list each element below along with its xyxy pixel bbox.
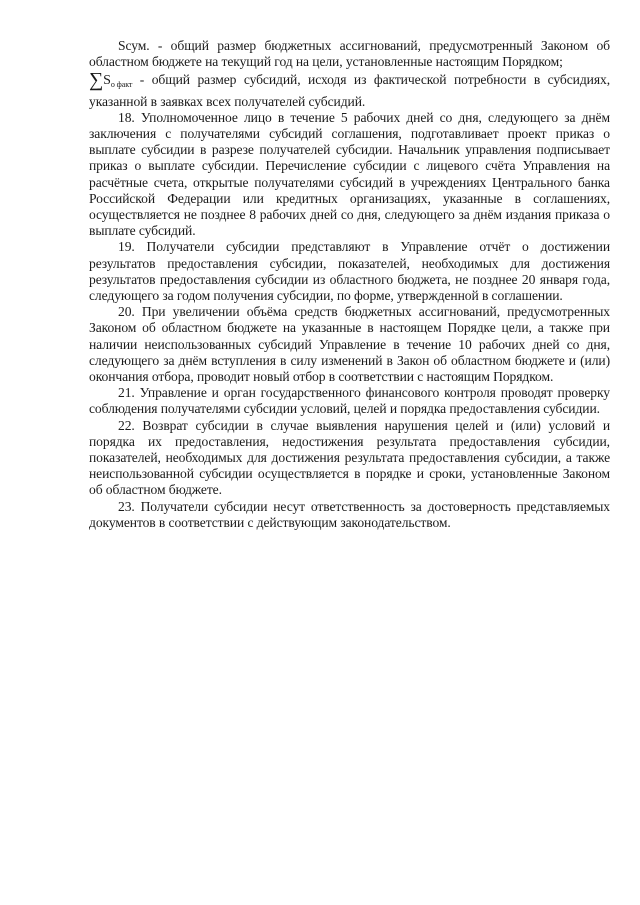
paragraph-sum-fact [89,69,610,109]
sigma-symbol: ∑ [89,69,104,92]
formula-letter: S [103,73,111,89]
paragraph-18: 18. Уполномоченное лицо в течение 5 рабочих дней со дня, следующего за днём заключения с получателями субсидий соглашения, подготавливает проект приказ о выплате субсидии в разрезе получателей субсидии. Начальник управления подписывает приказ о выплате субсидии. Перечисление субсидии с лицевого счёта Управления на расчётные счета, открытые получателями субсидий в учреждениях Центрального банка Российской Федерации или кредитных организациях, указанные в соглашениях, осуществляется не позднее 8 рабочих дней со дня, следующего за днём издания приказа о выплате субсидий. [89,109,610,239]
paragraph-19: 19. Получатели субсидии представляют в Управление отчёт о достижении результатов предоставления субсидии, показателей, необходимых для достижения результатов предоставления субсидии из областного бюджета, не позднее 20 января года, следующего за годом получения субсидии, по форме, утвержденной в соглашении. [89,239,610,304]
paragraph-sum-fact-text: - общий размер субсидий, исходя из фактической потребности в субсидиях, указанной в заявках всех получателей субсидий. [89,72,610,109]
document-page [89,38,610,531]
paragraph-s-sum: Sсум. - общий размер бюджетных ассигнований, предусмотренный Законом об областном бюджете на текущий год на цели, установленные настоящим Порядком; [89,38,610,70]
paragraph-22: 22. Возврат субсидии в случае выявления нарушения целей и (или) условий и порядка их предоставления, недостижения результата предоставления субсидии, показателей, необходимых для достижения результата предоставления субсидии, а также неиспользованной субсидии осуществляется в порядке и сроки, установленные Законом об областном бюджете. [89,417,610,498]
formula-subscript: о факт [110,80,133,90]
paragraph-21: 21. Управление и орган государственного финансового контроля проводят проверку соблюдения получателями субсидии условий, целей и порядка предоставления субсидии. [89,385,610,417]
paragraph-20: 20. При увеличении объёма средств бюджетных ассигнований, предусмотренных Законом об областном бюджете на указанные в настоящем Порядке цели, а также при наличии неиспользованных субсидий Управление в течение 10 рабочих дней со дня, следующего за днём вступления в силу изменений в Закон об областном бюджете и (или) окончания отбора, проводит новый отбор в соответствии с настоящим Порядком. [89,304,610,385]
paragraph-23: 23. Получатели субсидии несут ответственность за достоверность представляемых документов в соответствии с действующим законодательством. [89,498,610,530]
sum-formula [89,69,133,93]
